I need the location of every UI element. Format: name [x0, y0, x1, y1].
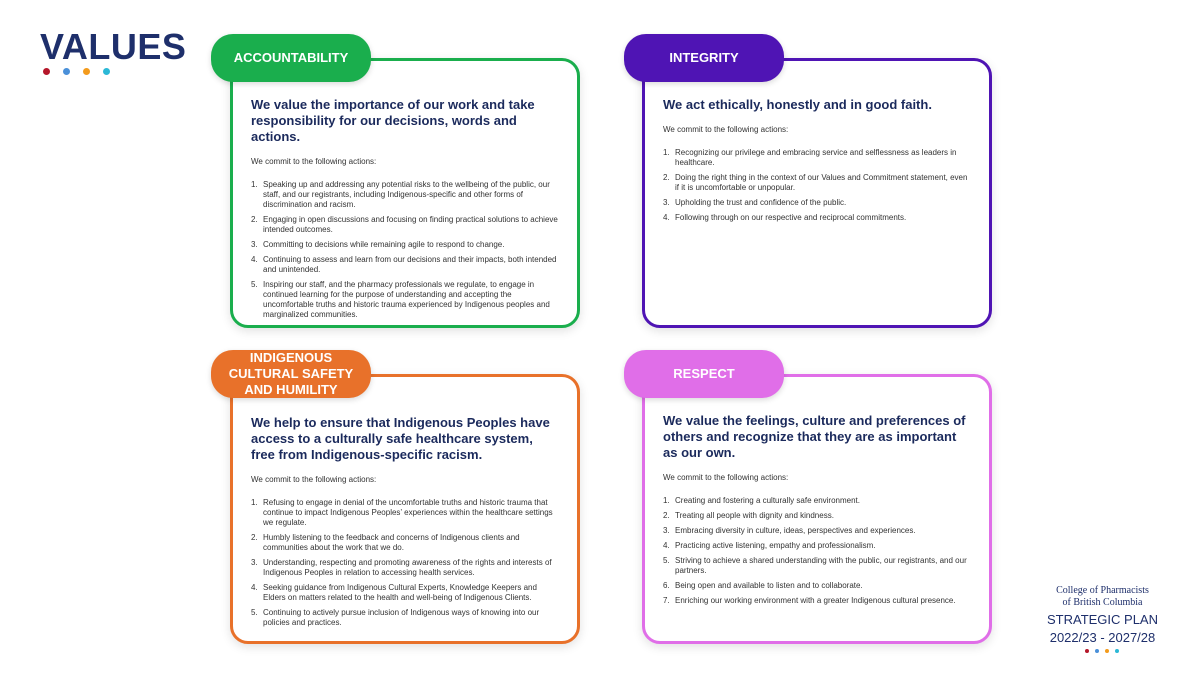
list-item: 5. Continuing to actively pursue inclusion of Indigenous ways of knowing into our policies and practices.	[251, 608, 559, 628]
list-item-text: Speaking up and addressing any potential risks to the wellbeing of the public, our staff, and our registrants, including Indigenous-specific and other forms of discrimination and racism.	[263, 180, 550, 209]
list-item: 2. Engaging in open discussions and focusing on finding practical solutions to achieve intended outcomes.	[251, 215, 558, 234]
card-headline: We value the feelings, culture and preferences of others and recognize that they are as important as our own.	[663, 413, 966, 460]
list-item-text: Enriching our working environment with a greater Indigenous cultural presence.	[675, 596, 956, 605]
respect-card	[642, 374, 992, 644]
list-item-text: Striving to achieve a shared understanding with the public, our registrants, and our partners.	[675, 556, 967, 575]
list-item-text: Treating all people with dignity and kindness.	[675, 511, 834, 520]
list-item-text: Practicing active listening, empathy and professionalism.	[675, 541, 876, 550]
list-item: 3. Understanding, respecting and promoting awareness of the rights and interests of Indigenous Peoples in relation to accessing health services.	[251, 558, 559, 578]
accountability-tab: ACCOUNTABILITY	[211, 34, 371, 82]
title-dots	[43, 68, 110, 75]
respect-tab: RESPECT	[624, 350, 784, 398]
list-item: 1. Creating and fostering a culturally safe environment.	[663, 496, 860, 505]
action-list	[251, 180, 559, 320]
list-item-text: Humbly listening to the feedback and concerns of Indigenous clients and communities about the work that we do.	[263, 533, 520, 552]
list-item-text: Engaging in open discussions and focusing on finding practical solutions to achieve intended outcomes.	[263, 215, 558, 234]
list-item-text: Being open and available to listen and to collaborate.	[675, 581, 863, 590]
list-item: 4. Following through on our respective and reciprocal commitments.	[663, 213, 907, 222]
action-list	[251, 498, 559, 628]
list-item-text: Inspiring our staff, and the pharmacy professionals we regulate, to engage in continued learning for the purpose of understanding and accepting the uncomfortable truths and historic trauma experienced by Indigenous peoples and marginalized communities.	[263, 280, 550, 319]
list-item-text: Continuing to assess and learn from our decisions and their impacts, both intended and unintended.	[263, 255, 557, 274]
indigenous-cultural-safety-tab: INDIGENOUS CULTURAL SAFETY AND HUMILITY	[211, 350, 371, 398]
card-intro: We commit to the following actions:	[663, 125, 789, 134]
list-item: 4. Practicing active listening, empathy and professionalism.	[663, 541, 876, 550]
integrity-tab: INTEGRITY	[624, 34, 784, 82]
title-dot	[43, 68, 50, 75]
list-item: 1. Refusing to engage in denial of the uncomfortable truths and historic trauma that continue to impact Indigenous Peoples’ experiences within the healthcare settings we regulate.	[251, 498, 559, 528]
list-item-text: Creating and fostering a culturally safe environment.	[675, 496, 860, 505]
strategic-plan-years: 2022/23 - 2027/28	[1049, 630, 1156, 645]
list-item-text: Understanding, respecting and promoting awareness of the rights and interests of Indigenous Peoples in relation to accessing health services.	[263, 558, 552, 577]
list-item-text: Doing the right thing in the context of our Values and Commitment statement, even if it is uncomfortable or unpopular.	[675, 173, 968, 192]
list-item: 4. Seeking guidance from Indigenous Cultural Experts, Knowledge Keepers and Elders on matters related to the health and well-being of Indigenous Clients.	[251, 583, 559, 603]
list-item-text: Recognizing our privilege and embracing service and selflessness as leaders in healthcare.	[675, 148, 957, 167]
list-item-text: Continuing to actively pursue inclusion of Indigenous ways of knowing into our policies and practices.	[263, 608, 540, 627]
action-list	[663, 148, 971, 223]
page-title: VALUES	[40, 26, 187, 67]
footer-dot	[1115, 649, 1119, 653]
list-item: 6. Being open and available to listen and to collaborate.	[663, 581, 863, 590]
card-headline: We help to ensure that Indigenous Peoples have access to a culturally safe healthcare system, free from Indigenous-specific racism.	[251, 415, 550, 462]
footer-dot	[1095, 649, 1099, 653]
list-item: 4. Continuing to assess and learn from our decisions and their impacts, both intended and unintended.	[251, 255, 559, 275]
footer-dot	[1105, 649, 1109, 653]
org-name-line2: of British Columbia	[1062, 597, 1143, 608]
list-item-text: Refusing to engage in denial of the uncomfortable truths and historic trauma that continue to impact Indigenous Peoples’ experiences within the healthcare settings we regulate.	[263, 498, 553, 527]
title-dot	[103, 68, 110, 75]
list-item: 7. Enriching our working environment with a greater Indigenous cultural presence.	[663, 596, 956, 605]
list-item-text: Embracing diversity in culture, ideas, perspectives and experiences.	[675, 526, 916, 535]
footer-logo	[1047, 585, 1158, 653]
list-item: 3. Committing to decisions while remaining agile to respond to change.	[251, 240, 505, 249]
title-dot	[63, 68, 70, 75]
list-item-text: Following through on our respective and reciprocal commitments.	[675, 213, 907, 222]
list-item: 2. Humbly listening to the feedback and concerns of Indigenous clients and communities about the work that we do.	[251, 533, 559, 553]
card-headline: We value the importance of our work and take responsibility for our decisions, words and actions.	[251, 97, 535, 144]
accountability-card	[230, 58, 580, 328]
list-item: 1. Recognizing our privilege and embracing service and selflessness as leaders in healthcare.	[663, 148, 971, 168]
list-item: 3. Embracing diversity in culture, ideas, perspectives and experiences.	[663, 526, 916, 535]
org-name-line1: College of Pharmacists	[1056, 585, 1149, 596]
card-intro: We commit to the following actions:	[251, 475, 377, 484]
list-item: 3. Upholding the trust and confidence of the public.	[663, 198, 847, 207]
card-intro: We commit to the following actions:	[251, 157, 377, 166]
list-item-text: Seeking guidance from Indigenous Cultural Experts, Knowledge Keepers and Elders on matters related to the health and well-being of Indigenous Clients.	[263, 583, 537, 602]
list-item-text: Committing to decisions while remaining agile to respond to change.	[263, 240, 505, 249]
list-item: 5. Striving to achieve a shared understanding with the public, our registrants, and our partners.	[663, 556, 971, 576]
footer-dot	[1085, 649, 1089, 653]
list-item-text: Upholding the trust and confidence of the public.	[675, 198, 847, 207]
list-item: 1. Speaking up and addressing any potential risks to the wellbeing of the public, our staff, and our registrants, including Indigenous-specific and other forms of discrimination and racism.	[251, 180, 559, 210]
card-intro: We commit to the following actions:	[663, 473, 789, 482]
list-item: 5. Inspiring our staff, and the pharmacy professionals we regulate, to engage in continued learning for the purpose of understanding and accepting the uncomfortable truths and historic trauma experienced by Indigenous peoples and marginalized communities.	[251, 280, 559, 320]
footer-dots	[1047, 649, 1158, 653]
card-headline: We act ethically, honestly and in good faith.	[663, 97, 932, 112]
action-list	[663, 496, 971, 606]
integrity-card	[642, 58, 992, 328]
title-dot	[83, 68, 90, 75]
list-item: 2. Doing the right thing in the context of our Values and Commitment statement, even if it is uncomfortable or unpopular.	[663, 173, 971, 193]
strategic-plan-label: STRATEGIC PLAN	[1046, 612, 1158, 627]
indigenous-cultural-safety-card	[230, 374, 580, 644]
list-item: 2. Treating all people with dignity and kindness.	[663, 511, 834, 520]
